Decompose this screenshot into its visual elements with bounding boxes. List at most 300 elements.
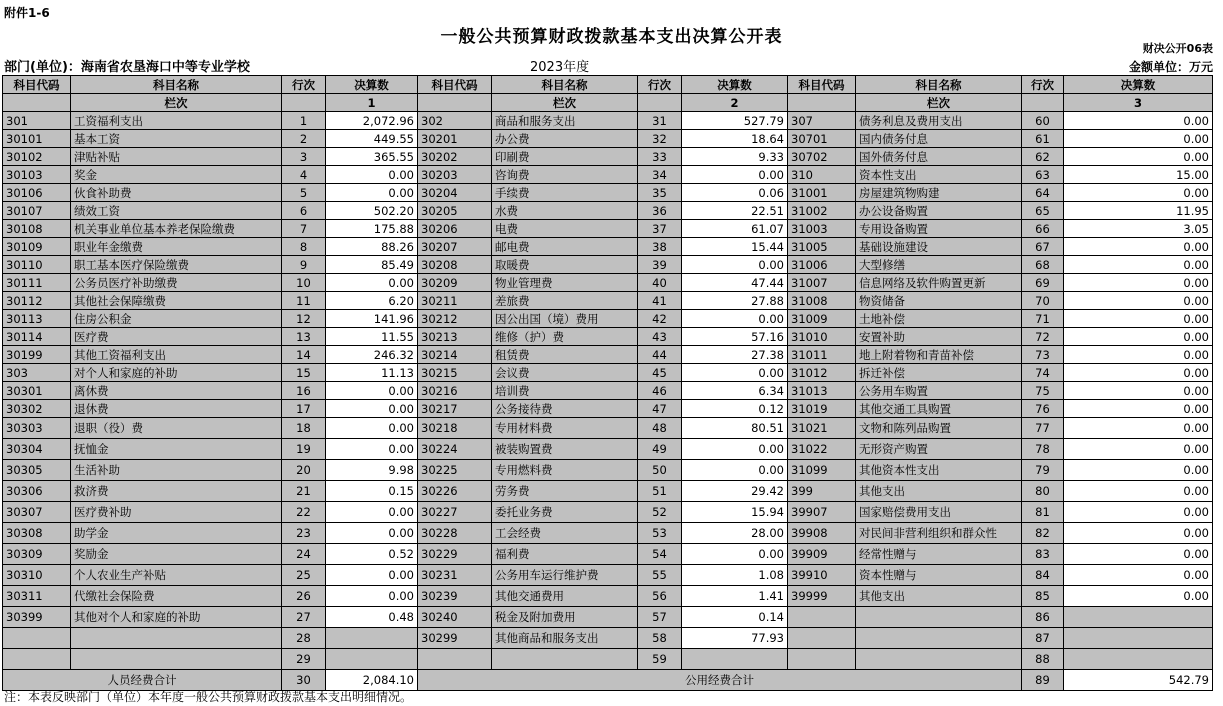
rowno-cell: 88 bbox=[1022, 649, 1064, 670]
rowno-cell: 17 bbox=[282, 400, 326, 418]
table-row bbox=[3, 523, 1213, 544]
amount-cell: 11.95 bbox=[1064, 202, 1213, 220]
name-cell: 信息网络及软件购置更新 bbox=[856, 274, 1022, 292]
name-cell: 奖励金 bbox=[71, 544, 282, 565]
lanci-label-3: 栏次 bbox=[856, 94, 1022, 112]
amount-cell: 0.00 bbox=[326, 400, 418, 418]
amount-cell: 22.51 bbox=[682, 202, 788, 220]
amount-cell: 0.00 bbox=[1064, 400, 1213, 418]
amount-cell: 0.06 bbox=[682, 184, 788, 202]
name-cell: 维修（护）费 bbox=[492, 328, 638, 346]
amount-cell: 0.00 bbox=[1064, 130, 1213, 148]
rowno-cell: 41 bbox=[638, 292, 682, 310]
table-row bbox=[3, 649, 1213, 670]
personnel-total-rowno: 30 bbox=[282, 670, 326, 691]
table-row bbox=[3, 628, 1213, 649]
name-cell: 生活补助 bbox=[71, 460, 282, 481]
code-cell: 30213 bbox=[418, 328, 492, 346]
amount-cell: 0.00 bbox=[1064, 328, 1213, 346]
header-name-1: 科目名称 bbox=[71, 76, 282, 94]
rowno-cell: 11 bbox=[282, 292, 326, 310]
name-cell: 办公费 bbox=[492, 130, 638, 148]
name-cell: 医疗费 bbox=[71, 328, 282, 346]
rowno-cell: 19 bbox=[282, 439, 326, 460]
table-row bbox=[3, 184, 1213, 202]
code-cell bbox=[3, 649, 71, 670]
code-cell: 30303 bbox=[3, 418, 71, 439]
rowno-cell: 23 bbox=[282, 523, 326, 544]
code-cell bbox=[418, 649, 492, 670]
code-cell: 30226 bbox=[418, 481, 492, 502]
code-cell: 30112 bbox=[3, 292, 71, 310]
name-cell bbox=[71, 649, 282, 670]
name-cell: 伙食补助费 bbox=[71, 184, 282, 202]
name-cell: 资本性支出 bbox=[856, 166, 1022, 184]
amount-cell bbox=[682, 649, 788, 670]
header-name-2: 科目名称 bbox=[492, 76, 638, 94]
code-cell: 30307 bbox=[3, 502, 71, 523]
amount-cell: 0.00 bbox=[1064, 346, 1213, 364]
table-row bbox=[3, 607, 1213, 628]
name-cell: 住房公积金 bbox=[71, 310, 282, 328]
rowno-cell: 71 bbox=[1022, 310, 1064, 328]
amount-cell: 0.00 bbox=[1064, 565, 1213, 586]
code-cell: 30308 bbox=[3, 523, 71, 544]
name-cell: 其他对个人和家庭的补助 bbox=[71, 607, 282, 628]
table-row bbox=[3, 292, 1213, 310]
amount-cell: 141.96 bbox=[326, 310, 418, 328]
code-cell: 30228 bbox=[418, 523, 492, 544]
amount-cell bbox=[1064, 628, 1213, 649]
rowno-cell: 1 bbox=[282, 112, 326, 130]
code-cell: 30218 bbox=[418, 418, 492, 439]
amount-cell: 0.00 bbox=[1064, 292, 1213, 310]
amount-cell: 61.07 bbox=[682, 220, 788, 238]
name-cell: 地上附着物和青苗补偿 bbox=[856, 346, 1022, 364]
rowno-cell: 85 bbox=[1022, 586, 1064, 607]
rowno-cell: 50 bbox=[638, 460, 682, 481]
code-cell: 31012 bbox=[788, 364, 856, 382]
code-cell: 30299 bbox=[418, 628, 492, 649]
code-cell: 30225 bbox=[418, 460, 492, 481]
lanci-col-1: 1 bbox=[326, 94, 418, 112]
name-cell: 对个人和家庭的补助 bbox=[71, 364, 282, 382]
name-cell: 办公设备购置 bbox=[856, 202, 1022, 220]
rowno-cell: 49 bbox=[638, 439, 682, 460]
rowno-cell: 12 bbox=[282, 310, 326, 328]
name-cell: 代缴社会保险费 bbox=[71, 586, 282, 607]
code-cell: 30239 bbox=[418, 586, 492, 607]
lanci-blank-3 bbox=[418, 94, 492, 112]
rowno-cell: 33 bbox=[638, 148, 682, 166]
code-cell: 310 bbox=[788, 166, 856, 184]
amount-cell: 0.00 bbox=[1064, 256, 1213, 274]
amount-cell: 0.48 bbox=[326, 607, 418, 628]
table-row bbox=[3, 256, 1213, 274]
amount-cell: 0.00 bbox=[1064, 148, 1213, 166]
name-cell: 退休费 bbox=[71, 400, 282, 418]
amount-cell: 2,072.96 bbox=[326, 112, 418, 130]
code-cell: 30212 bbox=[418, 310, 492, 328]
amount-cell: 0.00 bbox=[1064, 523, 1213, 544]
rowno-cell: 25 bbox=[282, 565, 326, 586]
code-cell: 307 bbox=[788, 112, 856, 130]
code-cell: 30110 bbox=[3, 256, 71, 274]
amount-cell: 246.32 bbox=[326, 346, 418, 364]
amount-cell: 449.55 bbox=[326, 130, 418, 148]
code-cell: 30107 bbox=[3, 202, 71, 220]
footnote: 注：本表反映部门（单位）本年度一般公共预算财政拨款基本支出明细情况。 bbox=[4, 690, 413, 704]
amount-cell: 15.44 bbox=[682, 238, 788, 256]
rowno-cell: 72 bbox=[1022, 328, 1064, 346]
name-cell: 资本性赠与 bbox=[856, 565, 1022, 586]
name-cell: 国外债务付息 bbox=[856, 148, 1022, 166]
name-cell: 土地补偿 bbox=[856, 310, 1022, 328]
personnel-total-value: 2,084.10 bbox=[326, 670, 418, 691]
rowno-cell: 2 bbox=[282, 130, 326, 148]
name-cell: 被装购置费 bbox=[492, 439, 638, 460]
lanci-label-2: 栏次 bbox=[492, 94, 638, 112]
code-cell: 30702 bbox=[788, 148, 856, 166]
rowno-cell: 43 bbox=[638, 328, 682, 346]
code-cell: 30305 bbox=[3, 460, 71, 481]
lanci-col-2: 2 bbox=[682, 94, 788, 112]
department-label: 部门(单位)：海南省农垦海口中等专业学校 bbox=[4, 60, 250, 75]
amount-cell: 0.00 bbox=[1064, 460, 1213, 481]
table-row bbox=[3, 544, 1213, 565]
name-cell: 无形资产购置 bbox=[856, 439, 1022, 460]
code-cell: 30201 bbox=[418, 130, 492, 148]
rowno-cell: 58 bbox=[638, 628, 682, 649]
code-cell: 30113 bbox=[3, 310, 71, 328]
rowno-cell: 79 bbox=[1022, 460, 1064, 481]
rowno-cell: 73 bbox=[1022, 346, 1064, 364]
amount-cell: 0.52 bbox=[326, 544, 418, 565]
rowno-cell: 21 bbox=[282, 481, 326, 502]
name-cell: 培训费 bbox=[492, 382, 638, 400]
rowno-cell: 61 bbox=[1022, 130, 1064, 148]
rowno-cell: 55 bbox=[638, 565, 682, 586]
name-cell: 公务用车购置 bbox=[856, 382, 1022, 400]
name-cell: 经常性赠与 bbox=[856, 544, 1022, 565]
name-cell: 专用燃料费 bbox=[492, 460, 638, 481]
amount-cell: 0.00 bbox=[1064, 364, 1213, 382]
header-code-2: 科目代码 bbox=[418, 76, 492, 94]
rowno-cell: 82 bbox=[1022, 523, 1064, 544]
code-cell: 31007 bbox=[788, 274, 856, 292]
amount-cell bbox=[1064, 649, 1213, 670]
rowno-cell: 56 bbox=[638, 586, 682, 607]
rowno-cell: 70 bbox=[1022, 292, 1064, 310]
rowno-cell: 66 bbox=[1022, 220, 1064, 238]
amount-cell: 0.00 bbox=[326, 166, 418, 184]
name-cell: 委托业务费 bbox=[492, 502, 638, 523]
header-rowno-1: 行次 bbox=[282, 76, 326, 94]
rowno-cell: 37 bbox=[638, 220, 682, 238]
name-cell: 专用设备购置 bbox=[856, 220, 1022, 238]
rowno-cell: 4 bbox=[282, 166, 326, 184]
name-cell: 大型修缮 bbox=[856, 256, 1022, 274]
name-cell: 其他工资福利支出 bbox=[71, 346, 282, 364]
table-body bbox=[3, 76, 1213, 691]
code-cell: 30304 bbox=[3, 439, 71, 460]
table-row bbox=[3, 382, 1213, 400]
rowno-cell: 69 bbox=[1022, 274, 1064, 292]
table-row bbox=[3, 220, 1213, 238]
rowno-cell: 78 bbox=[1022, 439, 1064, 460]
rowno-cell: 67 bbox=[1022, 238, 1064, 256]
rowno-cell: 87 bbox=[1022, 628, 1064, 649]
code-cell: 30224 bbox=[418, 439, 492, 460]
amount-cell bbox=[1064, 607, 1213, 628]
rowno-cell: 27 bbox=[282, 607, 326, 628]
code-cell: 31003 bbox=[788, 220, 856, 238]
code-cell bbox=[788, 607, 856, 628]
table-row bbox=[3, 130, 1213, 148]
amount-cell: 0.15 bbox=[326, 481, 418, 502]
name-cell: 租赁费 bbox=[492, 346, 638, 364]
code-cell: 303 bbox=[3, 364, 71, 382]
rowno-cell: 29 bbox=[282, 649, 326, 670]
code-cell: 30227 bbox=[418, 502, 492, 523]
rowno-cell: 62 bbox=[1022, 148, 1064, 166]
name-cell: 手续费 bbox=[492, 184, 638, 202]
amount-cell: 27.88 bbox=[682, 292, 788, 310]
code-cell: 30311 bbox=[3, 586, 71, 607]
header-amount-3: 决算数 bbox=[1064, 76, 1213, 94]
table-row bbox=[3, 400, 1213, 418]
rowno-cell: 40 bbox=[638, 274, 682, 292]
rowno-cell: 16 bbox=[282, 382, 326, 400]
amount-cell: 80.51 bbox=[682, 418, 788, 439]
name-cell: 个人农业生产补贴 bbox=[71, 565, 282, 586]
amount-cell: 0.00 bbox=[682, 256, 788, 274]
form-code: 财决公开06表 bbox=[1142, 42, 1213, 55]
amount-cell: 0.00 bbox=[1064, 502, 1213, 523]
amount-cell: 0.00 bbox=[1064, 544, 1213, 565]
header-code-3: 科目代码 bbox=[788, 76, 856, 94]
name-cell: 公务接待费 bbox=[492, 400, 638, 418]
rowno-cell: 68 bbox=[1022, 256, 1064, 274]
name-cell: 商品和服务支出 bbox=[492, 112, 638, 130]
code-cell: 31011 bbox=[788, 346, 856, 364]
code-cell: 30202 bbox=[418, 148, 492, 166]
code-cell: 31006 bbox=[788, 256, 856, 274]
rowno-cell: 52 bbox=[638, 502, 682, 523]
code-cell: 39999 bbox=[788, 586, 856, 607]
code-cell: 302 bbox=[418, 112, 492, 130]
table-row bbox=[3, 166, 1213, 184]
amount-cell: 0.00 bbox=[1064, 310, 1213, 328]
amount-cell: 88.26 bbox=[326, 238, 418, 256]
code-cell: 39908 bbox=[788, 523, 856, 544]
header-amount-1: 决算数 bbox=[326, 76, 418, 94]
code-cell: 30240 bbox=[418, 607, 492, 628]
rowno-cell: 14 bbox=[282, 346, 326, 364]
code-cell: 30701 bbox=[788, 130, 856, 148]
amount-cell: 1.08 bbox=[682, 565, 788, 586]
code-cell: 31002 bbox=[788, 202, 856, 220]
name-cell: 咨询费 bbox=[492, 166, 638, 184]
table-row bbox=[3, 502, 1213, 523]
name-cell: 公务用车运行维护费 bbox=[492, 565, 638, 586]
amount-cell: 0.00 bbox=[682, 460, 788, 481]
rowno-cell: 60 bbox=[1022, 112, 1064, 130]
name-cell bbox=[856, 649, 1022, 670]
code-cell: 30108 bbox=[3, 220, 71, 238]
code-cell bbox=[788, 628, 856, 649]
page-title: 一般公共预算财政拨款基本支出决算公开表 bbox=[440, 27, 783, 47]
code-cell: 30106 bbox=[3, 184, 71, 202]
name-cell: 公务员医疗补助缴费 bbox=[71, 274, 282, 292]
rowno-cell: 57 bbox=[638, 607, 682, 628]
amount-cell: 0.00 bbox=[682, 166, 788, 184]
code-cell: 31019 bbox=[788, 400, 856, 418]
code-cell: 30102 bbox=[3, 148, 71, 166]
name-cell: 其他资本性支出 bbox=[856, 460, 1022, 481]
rowno-cell: 74 bbox=[1022, 364, 1064, 382]
header-amount-2: 决算数 bbox=[682, 76, 788, 94]
name-cell bbox=[856, 628, 1022, 649]
code-cell: 399 bbox=[788, 481, 856, 502]
rowno-cell: 46 bbox=[638, 382, 682, 400]
rowno-cell: 18 bbox=[282, 418, 326, 439]
table-row bbox=[3, 418, 1213, 439]
rowno-cell: 7 bbox=[282, 220, 326, 238]
name-cell: 邮电费 bbox=[492, 238, 638, 256]
rowno-cell: 24 bbox=[282, 544, 326, 565]
amount-cell: 9.33 bbox=[682, 148, 788, 166]
lanci-blank-5 bbox=[788, 94, 856, 112]
amount-cell: 29.42 bbox=[682, 481, 788, 502]
code-cell: 31022 bbox=[788, 439, 856, 460]
rowno-cell: 31 bbox=[638, 112, 682, 130]
rowno-cell: 8 bbox=[282, 238, 326, 256]
code-cell: 30310 bbox=[3, 565, 71, 586]
header-name-3: 科目名称 bbox=[856, 76, 1022, 94]
name-cell: 文物和陈列品购置 bbox=[856, 418, 1022, 439]
code-cell: 31013 bbox=[788, 382, 856, 400]
code-cell: 31005 bbox=[788, 238, 856, 256]
amount-cell: 0.00 bbox=[1064, 586, 1213, 607]
header-row bbox=[3, 76, 1213, 94]
amount-cell: 11.55 bbox=[326, 328, 418, 346]
amount-cell: 0.00 bbox=[682, 544, 788, 565]
rowno-cell: 64 bbox=[1022, 184, 1064, 202]
rowno-cell: 9 bbox=[282, 256, 326, 274]
amount-cell: 11.13 bbox=[326, 364, 418, 382]
rowno-cell: 20 bbox=[282, 460, 326, 481]
name-cell: 电费 bbox=[492, 220, 638, 238]
table-row bbox=[3, 238, 1213, 256]
name-cell: 基本工资 bbox=[71, 130, 282, 148]
amount-cell bbox=[326, 628, 418, 649]
amount-cell: 0.00 bbox=[326, 502, 418, 523]
amount-cell: 502.20 bbox=[326, 202, 418, 220]
attachment-label: 附件1-6 bbox=[4, 6, 50, 20]
public-total-rowno: 89 bbox=[1022, 670, 1064, 691]
code-cell: 30199 bbox=[3, 346, 71, 364]
name-cell: 国内债务付息 bbox=[856, 130, 1022, 148]
lanci-blank-2 bbox=[282, 94, 326, 112]
name-cell: 国家赔偿费用支出 bbox=[856, 502, 1022, 523]
amount-cell: 0.00 bbox=[1064, 184, 1213, 202]
code-cell: 30101 bbox=[3, 130, 71, 148]
amount-cell: 28.00 bbox=[682, 523, 788, 544]
name-cell: 房屋建筑物购建 bbox=[856, 184, 1022, 202]
table-row bbox=[3, 460, 1213, 481]
rowno-cell: 42 bbox=[638, 310, 682, 328]
name-cell: 对民间非营利组织和群众性 bbox=[856, 523, 1022, 544]
code-cell: 30399 bbox=[3, 607, 71, 628]
code-cell: 30302 bbox=[3, 400, 71, 418]
code-cell: 30211 bbox=[418, 292, 492, 310]
code-cell: 30216 bbox=[418, 382, 492, 400]
name-cell: 机关事业单位基本养老保险缴费 bbox=[71, 220, 282, 238]
name-cell: 其他商品和服务支出 bbox=[492, 628, 638, 649]
amount-cell: 0.00 bbox=[326, 418, 418, 439]
header-rowno-3: 行次 bbox=[1022, 76, 1064, 94]
amount-cell: 527.79 bbox=[682, 112, 788, 130]
table-row bbox=[3, 565, 1213, 586]
code-cell: 30215 bbox=[418, 364, 492, 382]
rowno-cell: 45 bbox=[638, 364, 682, 382]
rowno-cell: 84 bbox=[1022, 565, 1064, 586]
table-row bbox=[3, 481, 1213, 502]
amount-cell: 0.00 bbox=[1064, 382, 1213, 400]
name-cell: 其他支出 bbox=[856, 481, 1022, 502]
lanci-col-3: 3 bbox=[1064, 94, 1213, 112]
name-cell: 福利费 bbox=[492, 544, 638, 565]
table-row bbox=[3, 346, 1213, 364]
table-row bbox=[3, 328, 1213, 346]
code-cell: 31021 bbox=[788, 418, 856, 439]
name-cell: 其他交通费用 bbox=[492, 586, 638, 607]
rowno-cell: 15 bbox=[282, 364, 326, 382]
lanci-label-1: 栏次 bbox=[71, 94, 282, 112]
code-cell: 39907 bbox=[788, 502, 856, 523]
code-cell: 30214 bbox=[418, 346, 492, 364]
amount-cell: 0.00 bbox=[326, 274, 418, 292]
code-cell: 30207 bbox=[418, 238, 492, 256]
amount-cell: 0.00 bbox=[326, 184, 418, 202]
amount-cell: 0.00 bbox=[1064, 238, 1213, 256]
rowno-cell: 34 bbox=[638, 166, 682, 184]
header-code-1: 科目代码 bbox=[3, 76, 71, 94]
public-total-value: 542.79 bbox=[1064, 670, 1213, 691]
rowno-cell: 51 bbox=[638, 481, 682, 502]
rowno-cell: 44 bbox=[638, 346, 682, 364]
code-cell: 30205 bbox=[418, 202, 492, 220]
name-cell: 工会经费 bbox=[492, 523, 638, 544]
expenditure-table bbox=[2, 75, 1213, 691]
code-cell: 30229 bbox=[418, 544, 492, 565]
rowno-cell: 80 bbox=[1022, 481, 1064, 502]
rowno-cell: 47 bbox=[638, 400, 682, 418]
rowno-cell: 54 bbox=[638, 544, 682, 565]
code-cell: 30114 bbox=[3, 328, 71, 346]
code-cell: 31099 bbox=[788, 460, 856, 481]
amount-cell: 15.00 bbox=[1064, 166, 1213, 184]
code-cell: 30231 bbox=[418, 565, 492, 586]
table-row bbox=[3, 364, 1213, 382]
code-cell: 30203 bbox=[418, 166, 492, 184]
table-row bbox=[3, 439, 1213, 460]
code-cell: 30306 bbox=[3, 481, 71, 502]
amount-unit-label: 金额单位：万元 bbox=[1128, 60, 1213, 74]
name-cell: 会议费 bbox=[492, 364, 638, 382]
name-cell: 拆迁补偿 bbox=[856, 364, 1022, 382]
